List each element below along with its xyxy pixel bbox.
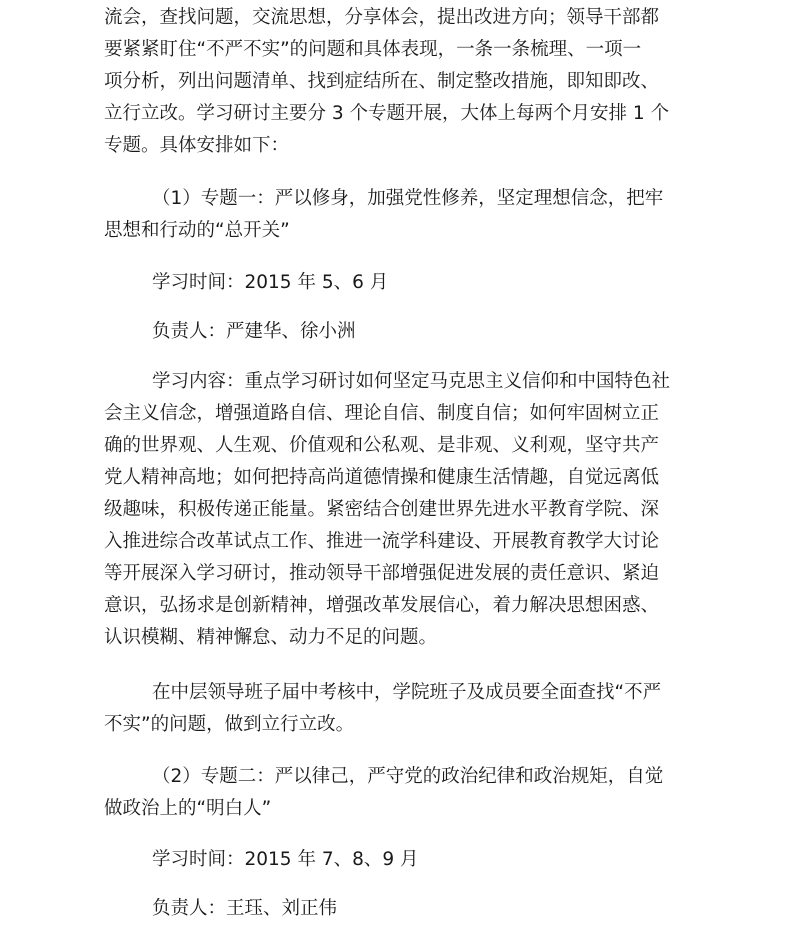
paragraph-topic-2-owner	[104, 893, 694, 925]
text-line: 入推进综合改革试点工作、推进一流学科建设、开展教育教学大讨论	[104, 531, 660, 552]
text-line: 负责人：严建华、徐小洲	[152, 321, 356, 342]
text-line: 级趣味，积极传递正能量。紧密结合创建世界先进水平教育学院、深	[104, 499, 660, 520]
text-line: 负责人：王珏、刘正伟	[152, 898, 338, 919]
text-line: 意识，弘扬求是创新精神，增强改革发展信心，着力解决思想困惑、	[104, 595, 660, 616]
text-line: 学习内容：重点学习研讨如何坚定马克思主义信仰和中国特色社	[152, 371, 671, 392]
text-line: 确的世界观、人生观、价值观和公私观、是非观、义利观，坚守共产	[104, 435, 660, 456]
text-line: 认识模糊、精神懈怠、动力不足的问题。	[104, 627, 438, 648]
paragraph-topic-1-heading	[104, 183, 694, 247]
text-line: 流会，查找问题，交流思想，分享体会，提出改进方向；领导干部都	[104, 7, 660, 28]
text-line: 党人精神高地；如何把持高尚道德情操和健康生活情趣，自觉远离低	[104, 467, 660, 488]
paragraph-midterm-review	[104, 677, 694, 741]
text-line: 会主义信念，增强道路自信、理论自信、制度自信；如何牢固树立正	[104, 403, 660, 424]
text-line: 等开展深入学习研讨，推动领导干部增强促进发展的责任意识、紧迫	[104, 563, 660, 584]
text-line: 思想和行动的“总开关”	[104, 220, 290, 241]
paragraph-topic-2-time	[104, 844, 694, 876]
text-line: 立行立改。学习研讨主要分 3 个专题开展，大体上每两个月安排 1 个	[104, 103, 670, 124]
text-line: （1）专题一：严以修身，加强党性修养，坚定理想信念，把牢	[152, 188, 664, 209]
paragraph-topic-1-content	[104, 366, 694, 654]
text-line: 学习时间：2015 年 7、8、9 月	[152, 849, 419, 870]
paragraph-topic-1-time	[104, 267, 694, 299]
text-line: 专题。具体安排如下：	[104, 135, 290, 156]
paragraph-intro	[104, 2, 694, 162]
text-line: 不实”的问题，做到立行立改。	[104, 714, 355, 735]
text-line: 学习时间：2015 年 5、6 月	[152, 272, 389, 293]
paragraph-topic-1-owner	[104, 316, 694, 348]
text-line: 做政治上的“明白人”	[104, 798, 272, 819]
paragraph-topic-2-heading	[104, 761, 694, 825]
text-line: （2）专题二：严以律己，严守党的政治纪律和政治规矩，自觉	[152, 766, 664, 787]
text-line: 项分析，列出问题清单、找到症结所在、制定整改措施，即知即改、	[104, 71, 660, 92]
text-line: 在中层领导班子届中考核中，学院班子及成员要全面查找“不严	[152, 682, 662, 703]
text-line: 要紧紧盯住“不严不实”的问题和具体表现，一条一条梳理、一项一	[104, 39, 642, 60]
